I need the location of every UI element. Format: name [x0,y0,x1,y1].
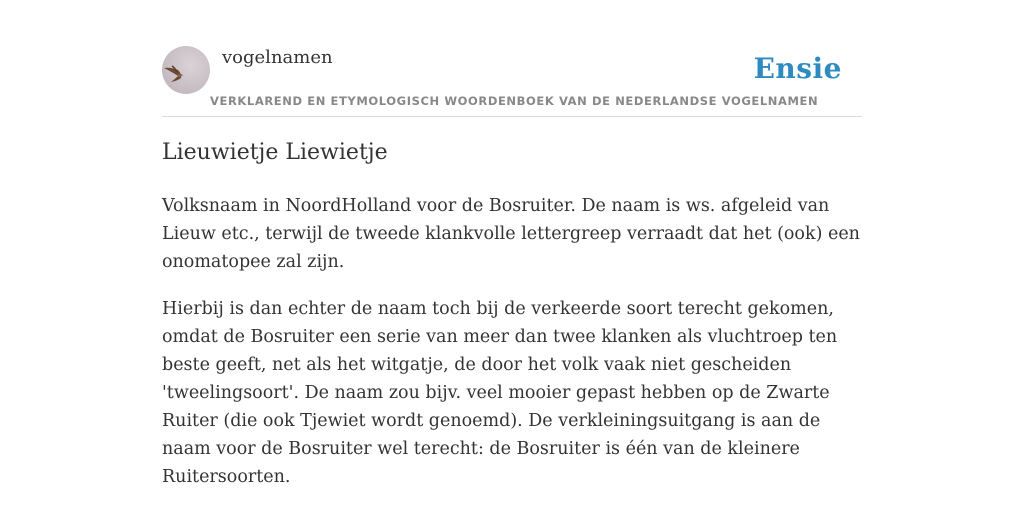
site-subtitle: VERKLAREND EN ETYMOLOGISCH WOORDENBOEK VAN DE NEDERLANDSE VOGELNAMEN [210,94,819,108]
bird-in-flight-icon [162,46,210,94]
brand-logo[interactable]: Ensie [753,52,842,85]
page-title: Lieuwietje Liewietje [162,140,388,165]
site-name[interactable]: vogelnamen [222,47,333,68]
entry-body [162,192,862,510]
site-header [162,46,862,117]
entry-paragraph: Volksnaam in NoordHolland voor de Bosruiter. De naam is ws. afgeleid van Lieuw etc., terwijl de tweede klankvolle lettergreep verraadt dat het (ook) een onomatopee zal zijn. [162,196,860,272]
avatar[interactable] [162,46,210,94]
entry-paragraph: Hierbij is dan echter de naam toch bij de verkeerde soort terecht gekomen, omdat de Bosruiter een serie van meer dan twee klanken als vluchtroep ten beste geeft, net als het witgatje, de door het volk vaak niet gescheiden 'tweelingsoort'. De naam zou bijv. veel mooier gepast hebben op de Zwarte Ruiter (die ook Tjewiet wordt genoemd). De verkleiningsuitgang is aan de naam voor de Bosruiter wel terecht: de Bosruiter is één van de kleinere Ruitersoorten. [162,299,838,487]
